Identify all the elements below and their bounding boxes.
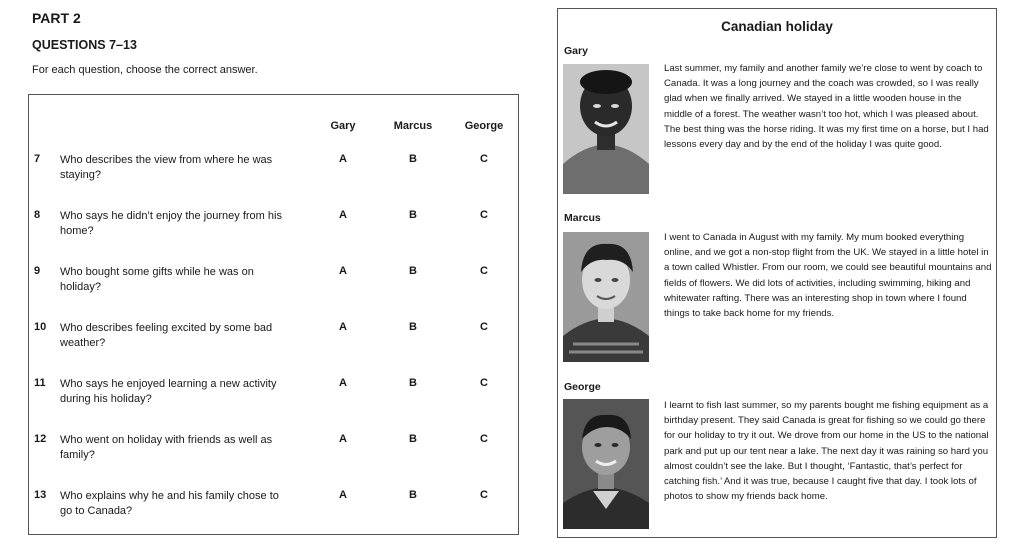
option-b[interactable]: B xyxy=(409,265,417,277)
option-c[interactable]: C xyxy=(480,377,488,389)
option-c[interactable]: C xyxy=(480,321,488,333)
question-text: Who bought some gifts while he was on holiday? xyxy=(60,266,254,293)
person-name-george: George xyxy=(564,381,601,393)
instructions: For each question, choose the correct answer. xyxy=(32,64,258,76)
marcus-photo xyxy=(563,232,649,362)
question-row-11 xyxy=(0,377,520,417)
person-name-marcus: Marcus xyxy=(564,212,601,224)
george-photo xyxy=(563,399,649,529)
option-b[interactable]: B xyxy=(409,153,417,165)
question-number: 9 xyxy=(34,265,41,277)
question-row-7 xyxy=(0,153,520,193)
person-text-george: I learnt to fish last summer, so my parents bought me fishing equipment as a birthday present. They said Canada is great for fishing so we could go there for our holiday to try it out. We drove from our home in the US to the national park and put up our tent near a lake. The next day it was raining so hard you almost couldn’t see the lake. But I thought, ‘Fantastic, that’s perfect for catching fish.’ And it was true, because I caught five that day. I took lots of photos to show my friends back home. xyxy=(664,400,989,503)
option-a[interactable]: A xyxy=(339,153,347,165)
person-text-marcus: I went to Canada in August with my family. My mum booked everything online, and we got a non-stop flight from the UK. We stayed in a little hotel in a town called Whistler. From our room, we could see beautiful mountains and fields of flowers. We did lots of activities, including swimming, hiking and whitewater rafting. There was an interesting shop in town where I found things to take back home for my friends. xyxy=(664,232,992,320)
question-row-8 xyxy=(0,209,520,249)
option-b[interactable]: B xyxy=(409,209,417,221)
question-text: Who went on holiday with friends as well as family? xyxy=(60,434,273,461)
question-number: 7 xyxy=(34,153,41,165)
option-a[interactable]: A xyxy=(339,433,347,445)
option-c[interactable]: C xyxy=(480,265,488,277)
column-header-marcus: Marcus xyxy=(393,120,433,132)
person-name-gary: Gary xyxy=(564,45,588,57)
option-c[interactable]: C xyxy=(480,489,488,501)
option-a[interactable]: A xyxy=(339,321,347,333)
question-text: Who says he didn’t enjoy the journey from his home? xyxy=(60,210,282,237)
option-c[interactable]: C xyxy=(480,153,488,165)
option-a[interactable]: A xyxy=(339,489,347,501)
person-text-gary: Last summer, my family and another family we’re close to went by coach to Canada. It was a long journey and the coach was crowded, so I was really glad when we finally arrived. We stayed in a little wooden house in the middle of a forest. The weather wasn’t too hot, which I was pleased about. The best thing was the horse riding. It was my first time on a horse, but I had lessons every day and by the end of the holiday I was quite good. xyxy=(664,63,989,151)
option-a[interactable]: A xyxy=(339,377,347,389)
option-c[interactable]: C xyxy=(480,433,488,445)
question-text: Who describes feeling excited by some bad weather? xyxy=(60,322,273,349)
option-b[interactable]: B xyxy=(409,433,417,445)
question-number: 10 xyxy=(34,321,47,333)
question-row-10 xyxy=(0,321,520,361)
option-a[interactable]: A xyxy=(339,265,347,277)
option-b[interactable]: B xyxy=(409,489,417,501)
gary-photo xyxy=(563,64,649,194)
column-header-gary: Gary xyxy=(330,120,356,132)
question-text: Who explains why he and his family chose to go to Canada? xyxy=(60,490,279,517)
question-row-12 xyxy=(0,433,520,473)
question-number: 12 xyxy=(34,433,47,445)
option-b[interactable]: B xyxy=(409,377,417,389)
question-row-9 xyxy=(0,265,520,305)
option-c[interactable]: C xyxy=(480,209,488,221)
part-title: PART 2 xyxy=(32,10,81,26)
column-header-george: George xyxy=(464,120,504,132)
question-text: Who says he enjoyed learning a new activity during his holiday? xyxy=(60,378,277,405)
question-number: 8 xyxy=(34,209,41,221)
question-number: 13 xyxy=(34,489,47,501)
question-text: Who describes the view from where he was staying? xyxy=(60,154,273,181)
reading-title: Canadian holiday xyxy=(721,19,833,34)
option-b[interactable]: B xyxy=(409,321,417,333)
option-a[interactable]: A xyxy=(339,209,347,221)
question-number: 11 xyxy=(34,377,46,389)
question-row-13 xyxy=(0,489,520,529)
questions-range: QUESTIONS 7–13 xyxy=(32,38,137,52)
